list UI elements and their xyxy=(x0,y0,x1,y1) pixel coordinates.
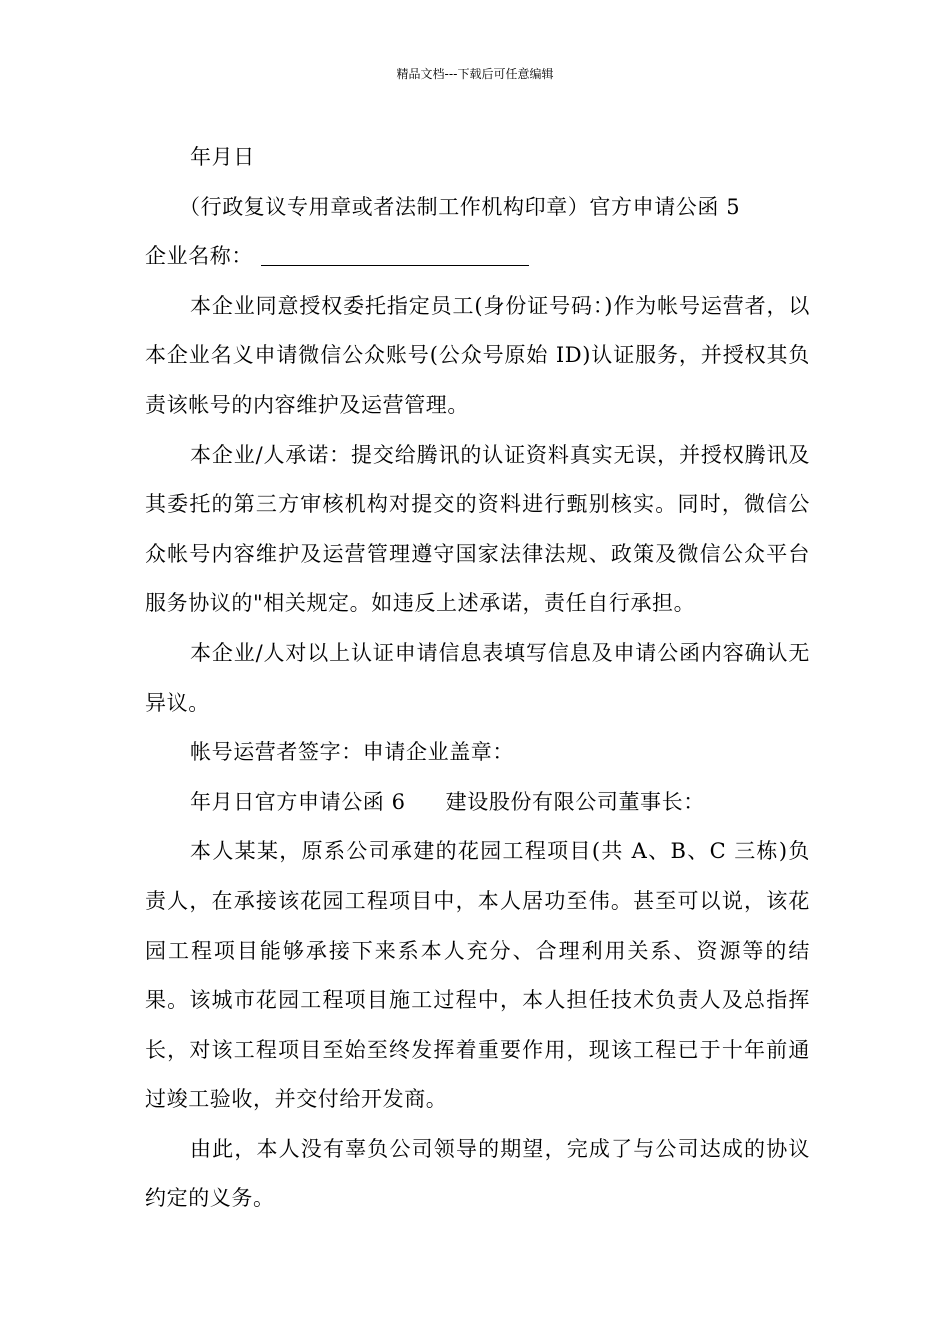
letter-6-date-title: 年月日官方申请公函 6 xyxy=(190,789,406,814)
date-line: 年月日 xyxy=(190,145,255,169)
authorize-paragraph: 本企业同意授权委托指定员工(身份证号码：)作为帐号运营者，以本企业名义申请微信公众账号(公众号原始 ID)认证服务，并授权其负责该帐号的内容维护及运营管理。 xyxy=(145,293,810,417)
company-name-row xyxy=(145,232,810,282)
result-paragraph: 由此，本人没有辜负公司领导的期望，完成了与公司达成的协议约定的义务。 xyxy=(145,1136,810,1211)
seal-line: （行政复议专用章或者法制工作机构印章）官方申请公函 5 xyxy=(179,194,741,219)
letter-6-line xyxy=(145,778,810,828)
promise-paragraph: 本企业/人承诺：提交给腾讯的认证资料真实无误，并授权腾讯及其委托的第三方审核机构对提交的资料进行甄别核实。同时，微信公众帐号内容维护及运营管理遵守国家法律法规、政策及微信公众平台服务协议的"相关规定。如违反上述承诺，责任自行承担。 xyxy=(145,442,810,616)
letter-6-addressee: 建设股份有限公司董事长： xyxy=(445,789,705,814)
confirm-paragraph: 本企业/人对以上认证申请信息表填写信息及申请公函内容确认无异议。 xyxy=(145,640,810,715)
document-body xyxy=(145,133,810,1224)
signature-line: 帐号运营者签字：申请企业盖章： xyxy=(190,740,514,765)
person-paragraph: 本人某某，原系公司承建的花园工程项目(共 A、B、C 三栋)负责人，在承接该花园工程项目中，本人居功至伟。甚至可以说，该花园工程项目能够承接下来系本人充分、合理利用关系、资源等的结果。该城市花园工程项目施工过程中，本人担任技术负责人及总指挥长，对该工程项目至始至终发挥着重要作用，现该工程已于十年前通过竣工验收，并交付给开发商。 xyxy=(145,839,810,1112)
page-header: 精品文档---下载后可任意编辑 xyxy=(396,67,554,81)
company-name-blank xyxy=(261,243,529,266)
company-name-label: 企业名称： xyxy=(145,244,253,269)
